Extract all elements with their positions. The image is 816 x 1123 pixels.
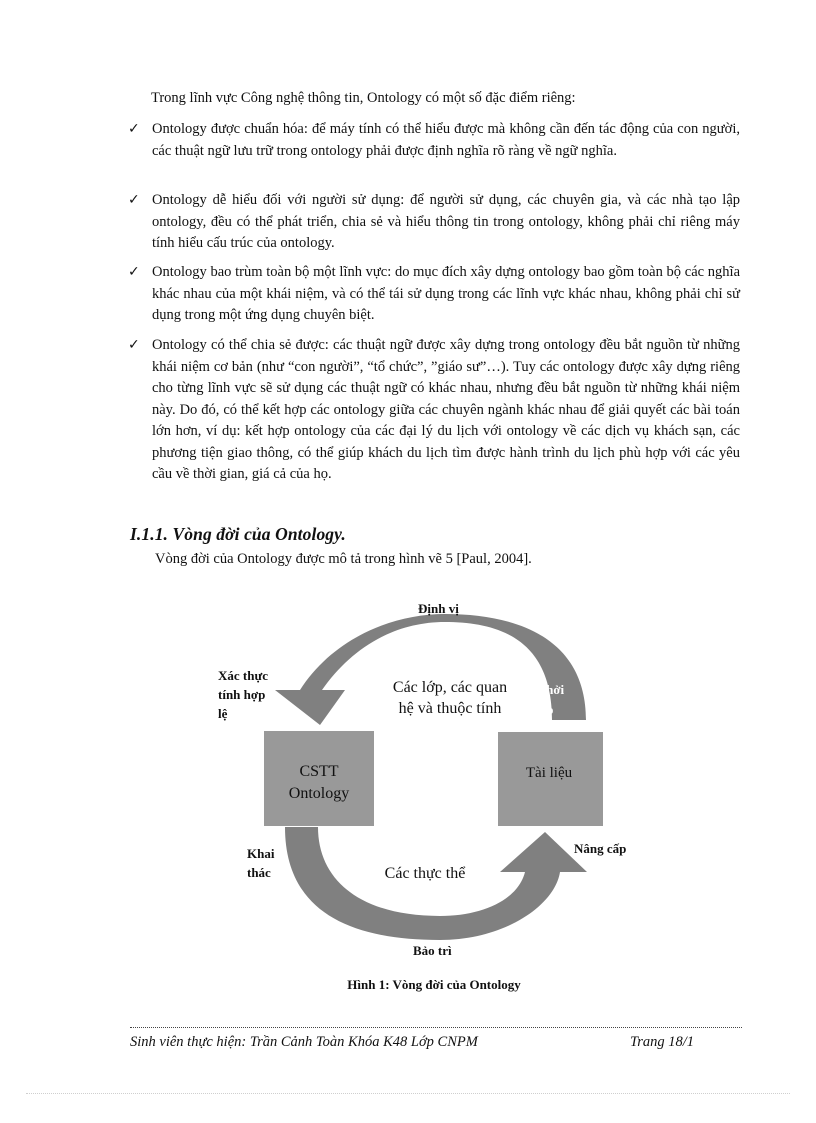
label-validate-3: lệ bbox=[218, 706, 228, 721]
label-upgrade: Nâng cấp bbox=[574, 841, 627, 856]
center-top-line-2: hệ và thuộc tính bbox=[398, 700, 502, 717]
section-paragraph: Vòng đời của Ontology được mô tả trong hình vẽ 5 [Paul, 2004]. bbox=[155, 551, 532, 567]
label-maintain: Bảo trì bbox=[413, 943, 452, 958]
label-validate-1: Xác thực bbox=[218, 668, 269, 683]
bullet-text: Ontology được chuẩn hóa: để máy tính có thể hiểu được mà không cần đến tác động của con người, các thuật ngữ lưu trữ trong ontology phải được định nghĩa rõ ràng về ngữ nghĩa. bbox=[152, 121, 740, 159]
footer-page-number: Trang 18/1 bbox=[630, 1034, 695, 1050]
intro-line: Trong lĩnh vực Công nghệ thông tin, Ontology có một số đặc điểm riêng: bbox=[151, 90, 576, 106]
footer-divider bbox=[130, 1027, 742, 1028]
checkmark-icon: ✓ bbox=[128, 121, 140, 137]
center-top-line-1: Các lớp, các quan bbox=[392, 679, 508, 696]
center-bottom-label: Các thực thể bbox=[384, 865, 466, 882]
arrow-label-init-2: tạo bbox=[536, 702, 554, 717]
bullet-text: Ontology có thể chia sẻ được: các thuật ngữ được xây dựng trong ontology đều bắt nguồn từ những khái niệm cơ bản (như “con người”, “tổ chức”, ”giáo sư”…). Tuy các ontology được xây dựng riêng cho từng lĩnh vực sẽ sử dụng các thuật ngữ có khác nhau, nhưng đều bắt nguồn từ những khái niệm này. Do đó, có thể kết hợp các ontology giữa các chuyên ngành khác nhau để giải quyết các bài toán lớn hơn, ví dụ: kết hợp ontology của các đại lý du lịch với ontology về các dịch vụ khách sạn, các phương tiện giao thông, có thể giúp khách du lịch tìm được hành trình du lịch phù hợp với các yêu cầu về thời gian, giá cả của họ. bbox=[152, 337, 740, 482]
box-left-line-2: Ontology bbox=[288, 785, 350, 802]
arrow-label-init-1: Khởi bbox=[536, 682, 565, 697]
bullet-text: Ontology bao trùm toàn bộ một lĩnh vực: do mục đích xây dựng ontology bao gồm toàn bộ các nghĩa khác nhau của một khái niệm, và có thể tái sử dụng trong các lĩnh vực khác nhau, không phải chỉ sử dụng trong một ứng dụng chuyên biệt. bbox=[152, 264, 740, 323]
bullet-text: Ontology dễ hiểu đối với người sử dụng: để người sử dụng, các chuyên gia, và các nhà tạo lập ontology, đều có thể phát triển, chia sẻ và hiểu thông tin trong ontology, không phải chỉ riêng máy tính hiểu cấu trúc của ontology. bbox=[152, 192, 740, 251]
footer-author: Sinh viên thực hiện: Trần Cảnh Toàn Khóa K48 Lớp CNPM bbox=[130, 1034, 478, 1050]
label-locate: Định vị bbox=[418, 601, 459, 616]
checkmark-icon: ✓ bbox=[128, 192, 140, 208]
section-heading: I.1.1. Vòng đời của Ontology. bbox=[130, 524, 346, 544]
label-exploit-1: Khai bbox=[247, 846, 275, 861]
box-right-label: Tài liệu bbox=[525, 765, 573, 781]
bottom-curved-arrow bbox=[285, 827, 587, 940]
label-validate-2: tính hợp bbox=[218, 687, 266, 702]
label-exploit-2: thác bbox=[247, 865, 271, 880]
page-bottom-divider bbox=[26, 1093, 790, 1094]
checkmark-icon: ✓ bbox=[128, 264, 140, 280]
checkmark-icon: ✓ bbox=[128, 337, 140, 353]
box-left-line-1: CSTT bbox=[299, 763, 339, 780]
figure-caption: Hình 1: Vòng đời của Ontology bbox=[347, 977, 521, 992]
